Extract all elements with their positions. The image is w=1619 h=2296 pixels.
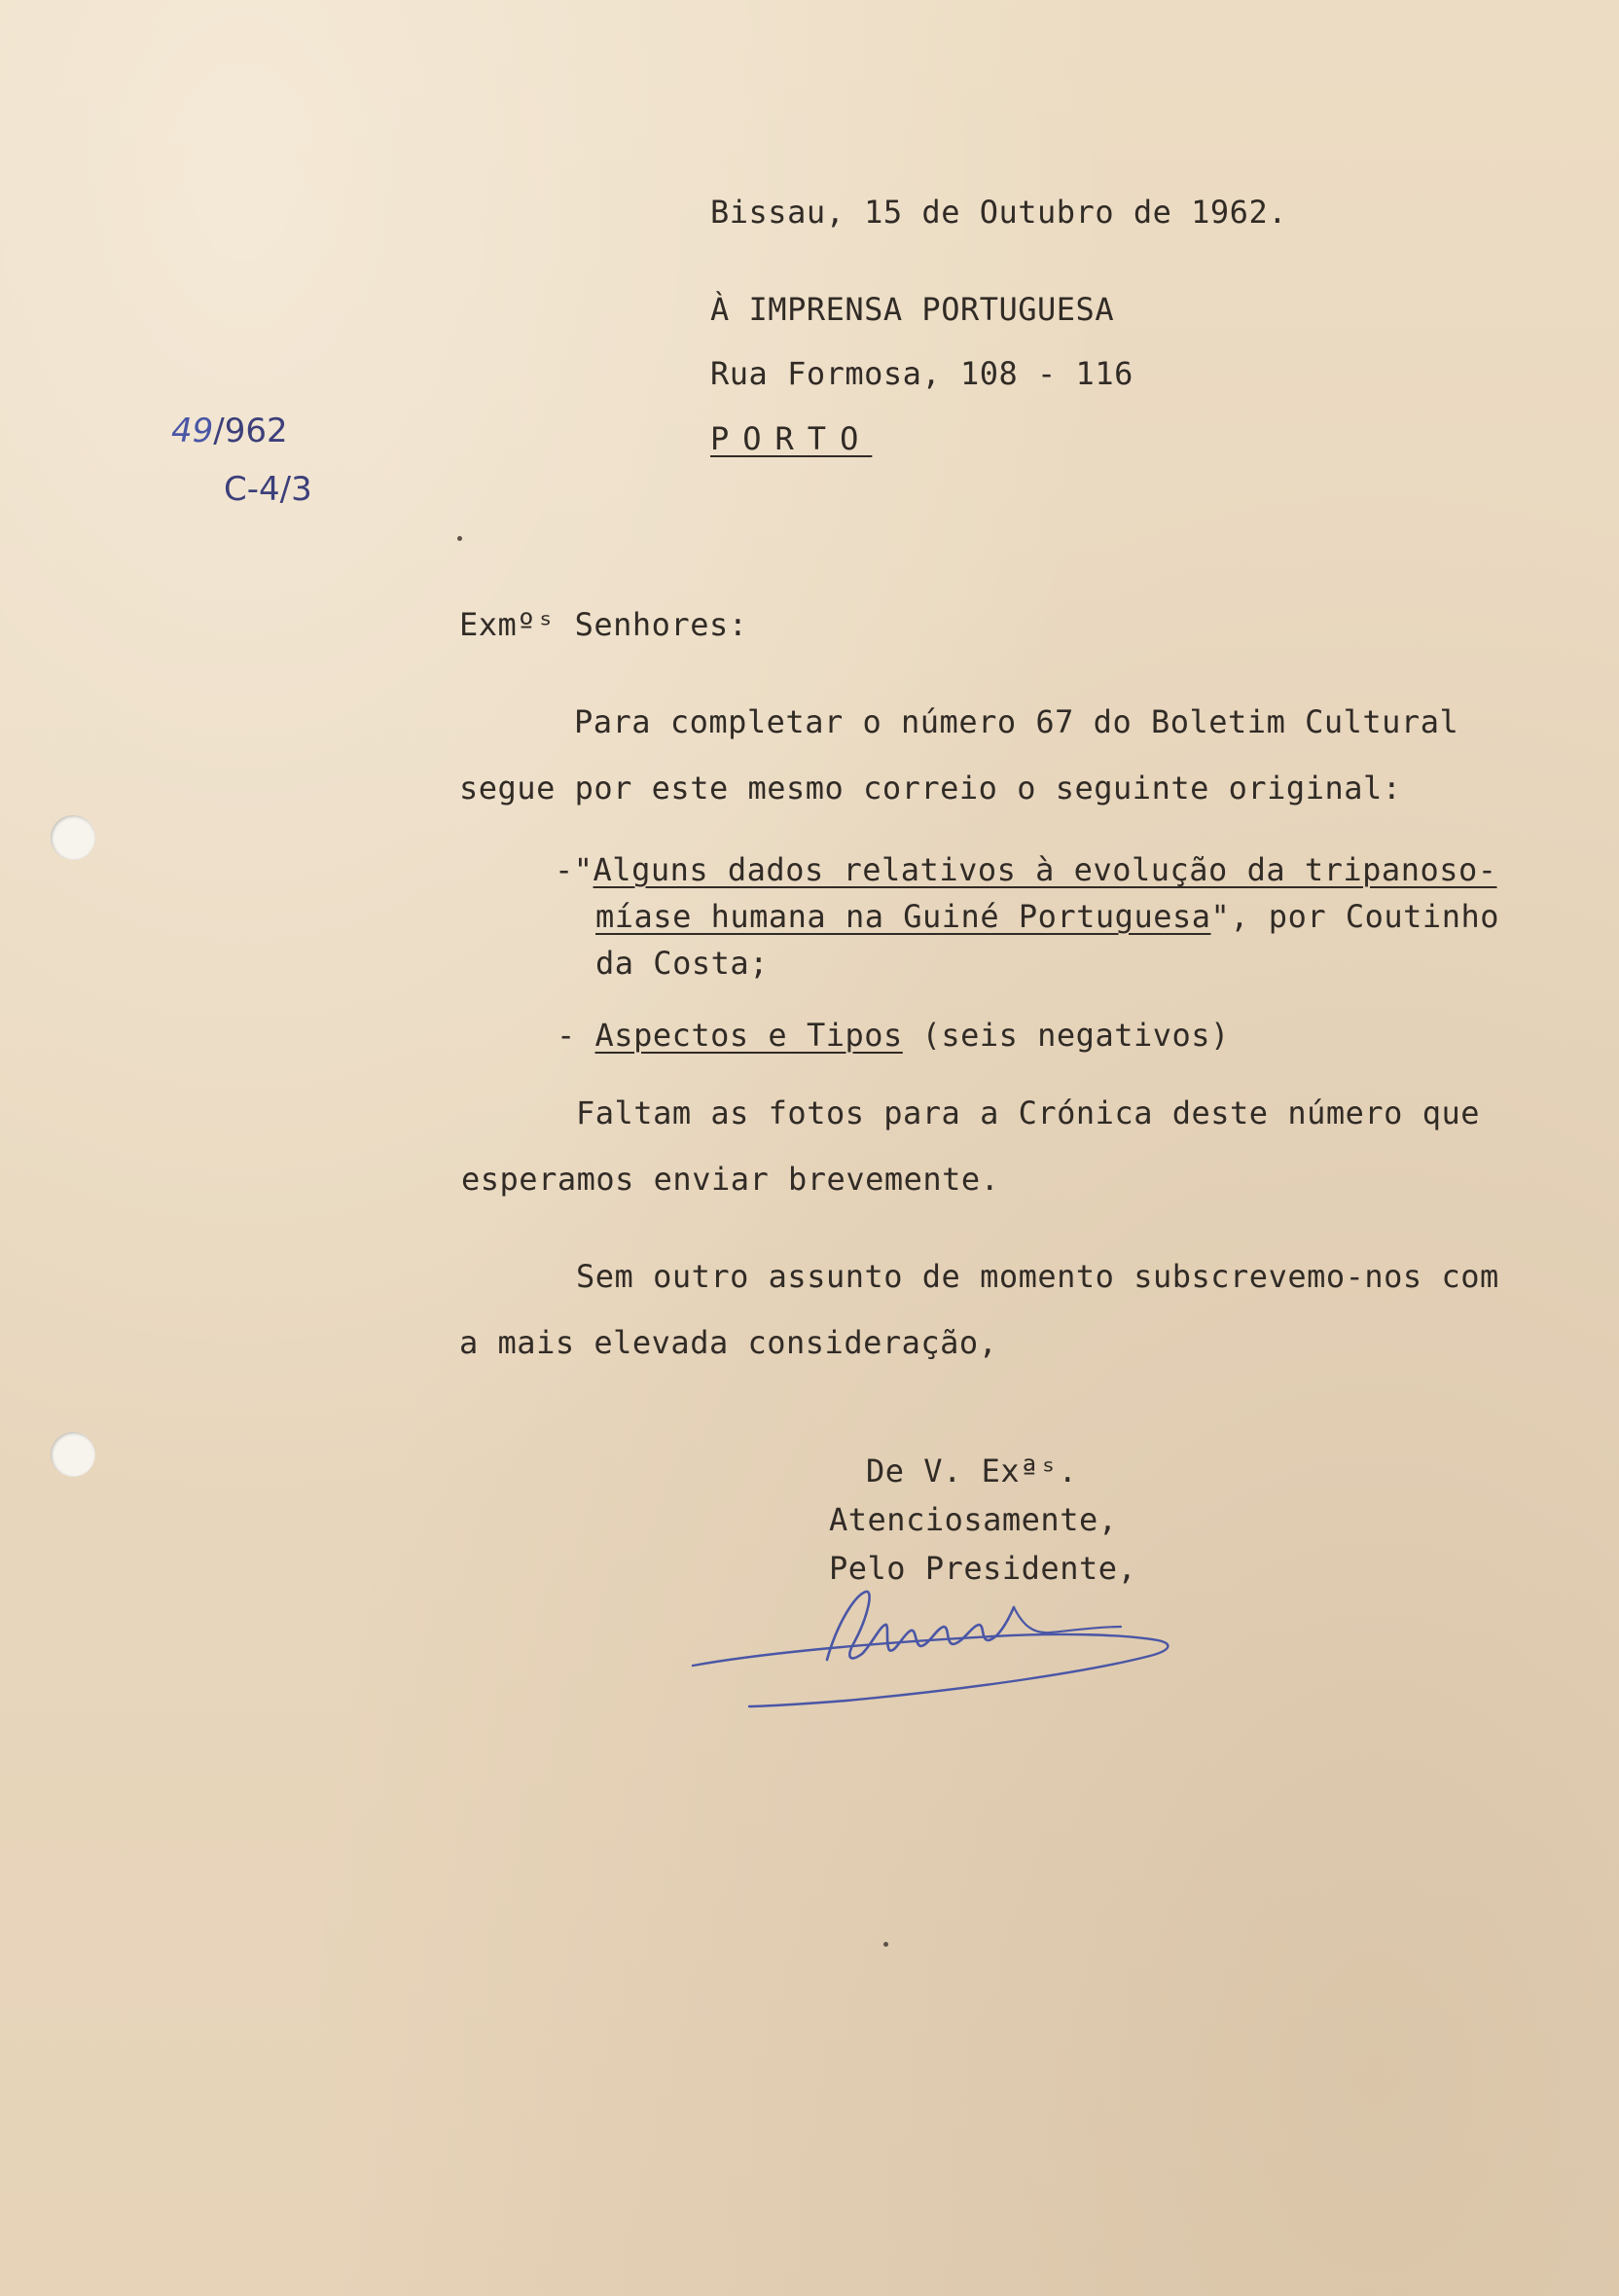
signature-flourish [693, 1634, 1168, 1706]
closing-line3: Pelo Presidente, [829, 1550, 1137, 1587]
item2-suffix: (seis negativos) [902, 1017, 1230, 1054]
reference-number [171, 414, 288, 448]
paragraph1-line1: Para completar o número 67 do Boletim Cultural [574, 703, 1459, 740]
paragraph1-line2: segue por este mesmo correio o seguinte original: [459, 770, 1402, 807]
punch-hole-top [51, 815, 95, 860]
closing-line2: Atenciosamente, [829, 1501, 1118, 1538]
paragraph3-line1: Sem outro assunto de momento subscrevemo-nos com [576, 1258, 1499, 1295]
recipient-name: À IMPRENSA PORTUGUESA [710, 291, 1115, 328]
item2-title: Aspectos e Tipos [594, 1017, 903, 1054]
item1-line1 [555, 851, 1497, 888]
signature-letters [827, 1592, 1014, 1660]
item2-line [557, 1017, 1230, 1054]
signature-tail [1014, 1607, 1121, 1632]
recipient-street: Rua Formosa, 108 - 116 [710, 355, 1133, 392]
item1-line2 [595, 898, 1499, 935]
item1-prefix: -" [555, 851, 594, 888]
ink-speck [883, 1942, 888, 1947]
item1-title-line1: Alguns dados relativos à evolução da tripanoso- [593, 851, 1497, 888]
reference-code: C-4/3 [224, 470, 312, 509]
item2-prefix: - [557, 1017, 595, 1054]
salutation: Exmºˢ Senhores: [459, 606, 748, 643]
handwritten-number: 49 [171, 412, 214, 450]
paragraph3-line2: a mais elevada consideração, [459, 1324, 998, 1361]
letter-place-date: Bissau, 15 de Outubro de 1962. [710, 194, 1287, 231]
reference-year: /962 [213, 412, 288, 450]
recipient-city: PORTO [710, 420, 873, 457]
punch-hole-bottom [51, 1432, 95, 1477]
paragraph2-line1: Faltam as fotos para a Crónica deste número que [576, 1094, 1480, 1131]
item1-line3: da Costa; [595, 945, 769, 982]
item1-suffix: ", por Coutinho [1210, 898, 1499, 935]
closing-line1: De V. Exªˢ. [866, 1453, 1078, 1489]
item1-title-line2: míase humana na Guiné Portuguesa [595, 898, 1211, 935]
handwritten-signature [681, 1566, 1187, 1712]
paragraph2-line2: esperamos enviar brevemente. [461, 1161, 1000, 1198]
ink-speck [457, 536, 462, 541]
